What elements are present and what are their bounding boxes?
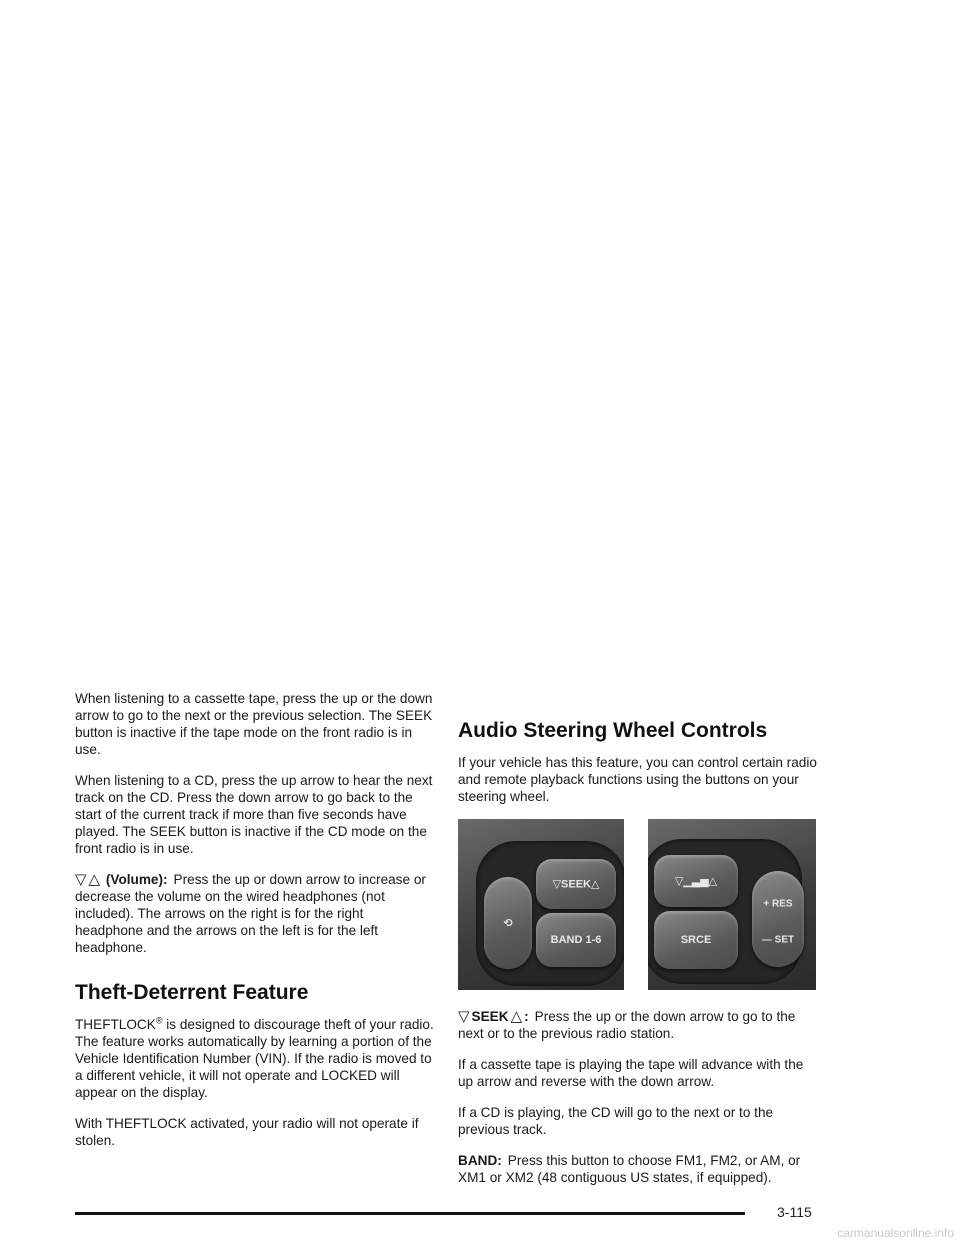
- seek-colon: :: [524, 1009, 529, 1024]
- theftlock-stolen-paragraph: With THEFTLOCK activated, your radio will not operate if stolen.: [75, 1116, 419, 1148]
- band-paragraph: [458, 1152, 818, 1186]
- up-arrow-icon: △: [88, 871, 101, 888]
- theft-deterrent-heading: Theft-Deterrent Feature: [75, 981, 309, 1004]
- band-text: Press this button to choose FM1, FM2, or AM, or XM1 or XM2 (48 contiguous US states, if equipped).: [458, 1153, 801, 1185]
- steering-controls-photos: [458, 819, 818, 990]
- volume-button-image: ▽▁▃▅△: [654, 855, 738, 907]
- seek-term: SEEK: [471, 1009, 509, 1024]
- volume-paragraph: [75, 871, 435, 956]
- right-column: [458, 690, 818, 1200]
- down-arrow-icon: ▽: [75, 871, 87, 888]
- seek-down-arrow-icon: ▽: [458, 1008, 470, 1025]
- theftlock-brand: THEFTLOCK: [75, 1017, 156, 1032]
- cruise-icon: ⟲: [484, 877, 532, 969]
- page-number: 3-115: [777, 1204, 812, 1220]
- footer-rule: [75, 1212, 745, 1215]
- cassette-paragraph: If a cassette tape is playing the tape will advance with the up arrow and reverse with the down arrow.: [458, 1057, 804, 1089]
- band-term: BAND:: [458, 1153, 502, 1168]
- theftlock-text: is designed to discourage theft of your radio. The feature works automatically by learning a portion of the Vehicle Identification Number (VIN). If the radio is moved to a different vehicle, it will not operate and LOCKED will appear on the display.: [75, 1017, 434, 1100]
- band-button-image: BAND 1-6: [536, 913, 616, 967]
- audio-steering-heading: Audio Steering Wheel Controls: [458, 719, 768, 742]
- left-column: [75, 690, 435, 1163]
- cassette-seek-paragraph: When listening to a cassette tape, press the up or the down arrow to go to the next or the previous selection. The SEEK button is inactive if the tape mode on the front radio is in use.: [75, 691, 433, 757]
- watermark: carmanualsonline.info: [837, 1226, 954, 1240]
- volume-term: (Volume):: [105, 872, 168, 887]
- seek-paragraph: [458, 1008, 818, 1042]
- theftlock-paragraph: [75, 1016, 435, 1101]
- right-controls-photo: [648, 819, 816, 990]
- left-controls-photo: [458, 819, 624, 990]
- cd-paragraph: If a CD is playing, the CD will go to the next or to the previous track.: [458, 1105, 774, 1137]
- res-set-button-image: + RES — SET: [752, 871, 804, 967]
- seek-text: Press the up or the down arrow to go to the next or to the previous radio station.: [458, 1009, 796, 1041]
- seek-button-image: ▽SEEK△: [536, 859, 616, 909]
- seek-up-arrow-icon: △: [510, 1008, 523, 1025]
- srce-button-image: SRCE: [654, 911, 738, 969]
- cd-seek-paragraph: When listening to a CD, press the up arrow to hear the next track on the CD. Press the down arrow to go back to the start of the current track if more than five seconds have played. The SEEK button is inactive if the CD mode on the front radio is in use.: [75, 773, 433, 856]
- volume-text: Press the up or down arrow to increase or decrease the volume on the wired headphones (not included). The arrows on the right is for the right headphone and the arrows on the left is for the left headphone.: [75, 872, 426, 955]
- registered-mark: ®: [155, 1015, 163, 1026]
- audio-steering-intro: If your vehicle has this feature, you can control certain radio and remote playback functions using the buttons on your steering wheel.: [458, 755, 817, 804]
